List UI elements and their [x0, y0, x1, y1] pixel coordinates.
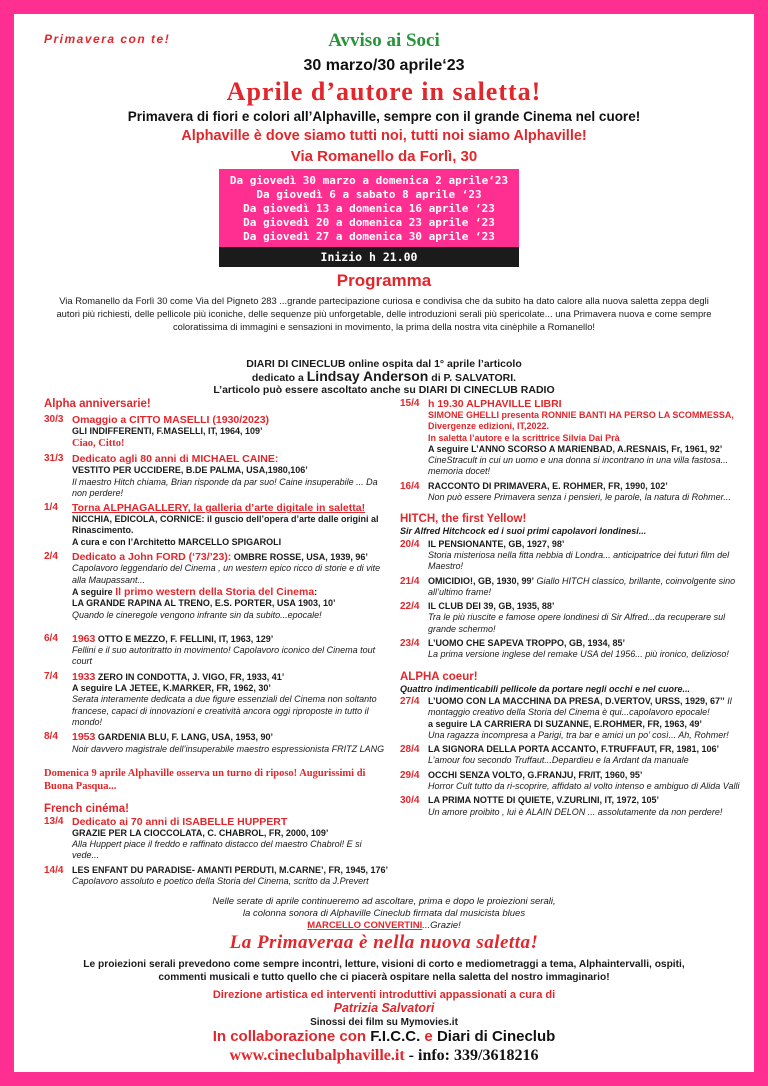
schedule-line: Da giovedì 30 marzo a domenica 2 aprile‘23	[229, 174, 509, 187]
list-item	[400, 744, 745, 767]
page-title: Aprile d’autore in saletta!	[226, 77, 542, 106]
artistic-direction	[14, 989, 754, 1015]
entry-film: LA SIGNORA DELLA PORTA ACCANTO, F.TRUFFAUT, FR, 1981, 106’	[428, 744, 720, 755]
entry-film: L’UOMO CON LA MACCHINA DA PRESA, D.VERTOV, URSS, 1929, 67’’	[428, 695, 725, 706]
entry-date: 2/4	[44, 551, 58, 563]
section-heading: HITCH, the first Yellow!	[400, 513, 527, 526]
entry-note: Noir davvero magistrale dell’insuperabile maestro espressionista FRITZ LANG	[72, 743, 385, 754]
diari-author: Lindsay Anderson	[306, 368, 429, 384]
list-item	[400, 576, 745, 599]
entry-note: Alla Huppert piace il freddo e raffinato distacco del maestro Chabrol! E si vede...	[72, 839, 362, 861]
entry-film: IL PENSIONANTE, GB, 1927, 98’	[428, 538, 565, 549]
entry-film: OMICIDIO!, GB, 1930, 99’	[428, 575, 535, 586]
list-item	[44, 816, 389, 862]
schedule-line: Da giovedì 27 a domenica 30 aprile ‘23	[243, 230, 495, 243]
section-subheading: Sir Alfred Hitchcock ed i suoi primi capolavori londinesi...	[400, 526, 647, 537]
entry-note: Giallo HITCH classico, brillante, coinvolgente sino all’ultimo frame!	[428, 575, 736, 597]
entry-film: LES ENFANT DU PARADISE- AMANTI PERDUTI, M.CARNE’, FR, 1945, 176’	[72, 864, 389, 875]
director-name: Patrizia Salvatori	[333, 1001, 435, 1015]
entry-date: 15/4	[400, 398, 420, 409]
entry-film: ZERO IN CONDOTTA, J. VIGO, FR, 1933, 41’	[95, 671, 285, 682]
phone-info: - info: 339/3618216	[404, 1047, 539, 1064]
music-note-thanks: ...Grazie!	[422, 920, 461, 931]
address: Via Romanello da Forlì, 30	[290, 148, 478, 165]
entry-film: OTTO E MEZZO, F. FELLINI, IT, 1963, 129’	[95, 633, 274, 644]
screenings-info: Le proiezioni serali prevedono come sempre incontri, letture, visioni di corto e mediometraggi a tema, Alphaintervalli, ospiti, commenti musicali e tutto quello che ci piacerà ospitare nella saletta del nostro immaginario!	[83, 959, 685, 983]
entry-note: Il maestro Hitch chiama, Brian risponde da par suo! Caine insuperabile ... Da non perdere!	[72, 476, 378, 498]
entry-note: Fellini e il suo autoritratto in movimento! Capolavoro iconico del Cinema tout court	[72, 645, 376, 667]
section-heading: Alpha anniversarie!	[44, 398, 151, 410]
list-item	[400, 795, 745, 818]
music-note-line	[14, 920, 754, 932]
entry-note: Non può essere Primavera senza i pensieri, le parole, la natura di Rohmer...	[428, 492, 731, 503]
entry-remark: SIMONE GHELLI presenta RONNIE BANTI HA PERSO LA SCOMMESSA, Divergenze edizioni, IT,2022.	[428, 410, 734, 432]
entry-date: 6/4	[44, 632, 58, 644]
entry-year: 1953	[72, 731, 96, 744]
spring-slogan: La Primaveraa è nella nuova saletta!	[229, 932, 539, 953]
entry-date: 28/4	[400, 744, 420, 756]
schedule-box	[219, 169, 519, 247]
entry-note: Il montaggio creativo della Storia del Cinema è qui...capolavoro epocale!	[428, 695, 732, 718]
section-heading: French cinéma!	[44, 802, 129, 815]
list-item	[44, 731, 389, 755]
list-item	[44, 671, 389, 728]
entry-film: a seguire LA CARRIERA DI SUZANNE, E.ROHMER, FR, 1963, 49’	[428, 718, 702, 729]
entry-film: A seguire LA JETEE, K.MARKER, FR, 1962, 30’	[72, 683, 271, 694]
entry-heading-row	[72, 731, 389, 743]
collaboration	[14, 1028, 754, 1045]
follow-heading: Il primo western della Storia del Cinema	[115, 585, 315, 598]
diari-text: dedicato a	[251, 372, 307, 384]
start-time: Inizio h 21.00	[219, 247, 519, 267]
entry-follow	[72, 586, 389, 598]
entry-date: 23/4	[400, 638, 420, 650]
musician-name: MARCELLO CONVERTINI	[307, 920, 423, 931]
schedule-line: Da giovedì 6 a sabato 8 aprile ‘23	[256, 188, 482, 201]
entry-film: IL CLUB DEI 39, GB, 1935, 88’	[428, 601, 555, 612]
entry-film: VESTITO PER UCCIDERE, B.DE PALMA, USA,1980,106’	[72, 465, 308, 476]
website-link[interactable]: www.cineclubalphaville.it	[229, 1047, 405, 1064]
entry-heading: Dedicato ai 70 anni di ISABELLE HUPPERT	[72, 815, 288, 828]
poster	[14, 14, 754, 1072]
entry-heading-row	[428, 576, 745, 599]
website-contact	[14, 1047, 754, 1065]
entry-heading: Omaggio a CITTO MASELLI (1930/2023)	[72, 414, 270, 426]
entry-note: Serata interamente dedicata a due figure essenziali del Cinema non soltanto francese, capaci di innovazioni e creatività ancora oggi riproposte in tutto il mondo!	[72, 694, 377, 727]
entry-heading-row	[72, 671, 389, 683]
entry-remark: In saletta l’autore e la scrittrice Silvia Dai Prà	[428, 432, 620, 443]
program-right-column	[400, 392, 745, 818]
entry-note: Quando le cineregole vengono infrante sin da subito...epocale!	[72, 609, 322, 620]
diari-line: L’articolo può essere ascoltato anche su DIARI DI CINECLUB RADIO	[213, 384, 555, 396]
entry-heading-row	[72, 865, 389, 888]
collab-and: e	[420, 1028, 437, 1045]
entry-date: 27/4	[400, 695, 420, 707]
schedule-line: Da giovedì 13 a domenica 16 aprile ‘23	[243, 202, 495, 215]
entry-date: 7/4	[44, 670, 58, 682]
entry-film: LA GRANDE RAPINA AL TRENO, E.S. PORTER, USA 1903, 10’	[72, 598, 336, 609]
list-item	[400, 638, 745, 661]
entry-film: GARDENIA BLU, F. LANG, USA, 1953, 90’	[95, 732, 274, 743]
section-heading: ALPHA coeur!	[400, 670, 478, 683]
program-left-column	[44, 392, 389, 887]
entry-date: 8/4	[44, 731, 58, 743]
collab-partner: Diari di Cineclub	[436, 1028, 556, 1045]
collab-partner: F.I.C.C.	[370, 1028, 421, 1045]
list-item	[44, 453, 389, 499]
diari-line	[14, 370, 754, 384]
rest-notice: Domenica 9 aprile Alphaville osserva un turno di riposo! Augurissimi di Buona Pasqua...	[44, 767, 366, 792]
entry-date: 30/4	[400, 795, 420, 807]
entry-note: Horror Cult tutto da ri-scoprire, affidato al volto intenso e ambiguo di Alida Valli	[428, 781, 740, 792]
music-note-line: Nelle serate di aprile continueremo ad ascoltare, prima e dopo le proiezioni serali,	[212, 896, 556, 907]
entry-note: Capolavoro leggendario del Cinema , un western epico ricco di storie e di vite alla Maupassant...	[72, 563, 381, 585]
entry-note: Tra le più riuscite e famose opere londinesi di Sir Alfred...da recuperare sul grande schermo!	[428, 612, 726, 634]
entry-film: A seguire L’ANNO SCORSO A MARIENBAD, A.RESNAIS, Fr, 1961, 92’	[428, 443, 723, 454]
entry-film: OMBRE ROSSE, USA, 1939, 96’	[233, 552, 368, 563]
diari-announcement	[14, 358, 754, 396]
section-subheading: Quattro indimenticabili pellicole da portare negli occhi e nel cuore...	[400, 683, 691, 694]
list-item	[44, 865, 389, 888]
list-item	[400, 770, 745, 793]
entry-date: 30/3	[44, 414, 64, 425]
entry-heading: Dedicato a John FORD (‘73/’23):	[72, 551, 232, 564]
entry-heading-row	[72, 633, 389, 645]
diari-line: DIARI DI CINECLUB online ospita dal 1° aprile l’articolo	[246, 358, 522, 370]
entry-date: 20/4	[400, 538, 420, 550]
entry-note: Capolavoro assoluto e poetico della Storia del Cinema, scritto da J.Prevert	[72, 876, 369, 887]
entry-film: GLI INDIFFERENTI, F.MASELLI, IT, 1964, 109’	[72, 426, 263, 436]
entry-film: RACCONTO DI PRIMAVERA, E. ROHMER, FR, 1990, 102’	[428, 480, 668, 491]
music-note	[14, 896, 754, 932]
list-item	[400, 481, 745, 504]
follow-label: A seguire	[72, 586, 116, 597]
entry-film: OCCHI SENZA VOLTO, G.FRANJU, FR/IT, 1960, 95’	[428, 769, 643, 780]
entry-year: 1963	[72, 632, 96, 645]
entry-film: L’UOMO CHE SAPEVA TROPPO, GB, 1934, 85’	[428, 638, 626, 649]
entry-date: 22/4	[400, 601, 420, 613]
entry-date: 16/4	[400, 480, 420, 492]
tagline: Primavera con te!	[44, 32, 171, 46]
slogan: Alphaville è dove siamo tutti noi, tutti noi siamo Alphaville!	[181, 128, 587, 144]
list-item	[44, 414, 389, 450]
entry-heading-row	[428, 696, 745, 719]
entry-film: LA PRIMA NOTTE DI QUIETE, V.ZURLINI, IT, 1972, 105’	[428, 795, 660, 806]
intro-text: Via Romanello da Forlì 30 come Via del Pigneto 283 ...grande partecipazione curiosa e condivisa che da subito ha dato calore alla nuova saletta zeppa degli autori più richiesti, delle pellicole più iconiche, delle sequenze più unforgetable, delle introduzioni serali più spericolate... una Primavera nuova e come sempre coloratissima di immagini e sensazioni in movimento, la prima della nostra vita cinèphile a Romanello!	[56, 295, 712, 332]
entry-date: 29/4	[400, 769, 420, 781]
entry-film: NICCHIA, EDICOLA, CORNICE: il guscio dell’opera d’arte dalle origini al Rinascimento.	[72, 514, 379, 536]
entry-date: 13/4	[44, 815, 64, 827]
entry-heading-row	[72, 551, 389, 563]
entry-note: La prima versione inglese del remake USA del 1956... più ironico, delizioso!	[428, 649, 729, 660]
entry-date: 21/4	[400, 575, 420, 587]
entry-date: 1/4	[44, 502, 58, 514]
schedule-line: Da giovedì 20 a domenica 23 aprile ‘23	[243, 216, 495, 229]
list-item	[400, 696, 745, 741]
entry-date: 14/4	[44, 864, 64, 876]
entry-remark: Ciao, Citto!	[72, 438, 125, 450]
programma-heading: Programma	[336, 271, 432, 290]
follow-colon: :	[314, 586, 318, 597]
entry-film: A cura e con l’Architetto MARCELLO SPIGAROLI	[72, 536, 282, 547]
list-item	[400, 601, 745, 635]
diari-text: di P. SALVATORI.	[428, 372, 517, 384]
list-item	[400, 398, 745, 478]
synopsis-note: Sinossi dei film su Mymovies.it	[310, 1017, 458, 1028]
music-note-line: la colonna sonora di Alphaville Cineclub firmata dal musicista blues	[242, 908, 526, 919]
collab-label: In collaborazione con	[212, 1028, 371, 1045]
list-item	[44, 551, 389, 621]
entry-heading: Dedicato agli 80 anni di MICHAEL CAINE:	[72, 453, 279, 466]
date-range: 30 marzo/30 aprile‘23	[303, 57, 465, 74]
list-item	[44, 633, 389, 668]
avviso-heading: Avviso ai Soci	[328, 30, 440, 51]
entry-note: Storia misteriosa nella fitta nebbia di Londra... anticipatrice dei futuri film del Maestro!	[428, 549, 730, 572]
entry-heading: h 19.30 ALPHAVILLE LIBRI	[428, 398, 562, 410]
subtitle: Primavera di fiori e colori all’Alphaville, sempre con il grande Cinema nel cuore!	[127, 109, 641, 124]
entry-note: Un amore proibito , lui è ALAIN DELON ... assolutamente da non perdere!	[428, 806, 723, 817]
entry-film: GRAZIE PER LA CIOCCOLATA, C. CHABROL, FR, 2000, 109’	[72, 827, 329, 838]
entry-date: 31/3	[44, 453, 64, 465]
list-item	[400, 539, 745, 573]
entry-note: L’amour fou secondo Truffaut...Depardieu e la Ardant da manuale	[428, 755, 689, 766]
entry-heading: Torna ALPHAGALLERY, la galleria d’arte digitale in saletta!	[72, 502, 366, 515]
entry-note: CineStracult in cui un uomo e una donna si incontrano in una villa fastosa... memoria docet!	[428, 455, 729, 477]
direction-label: Direzione artistica ed interventi introduttivi appassionati a cura di	[212, 989, 556, 1001]
entry-note: Una ragazza incompresa a Parigi, tra bar e amici un po’ così... Ah, Rohmer!	[428, 729, 729, 740]
list-item	[44, 502, 389, 548]
entry-year: 1933	[72, 670, 96, 683]
